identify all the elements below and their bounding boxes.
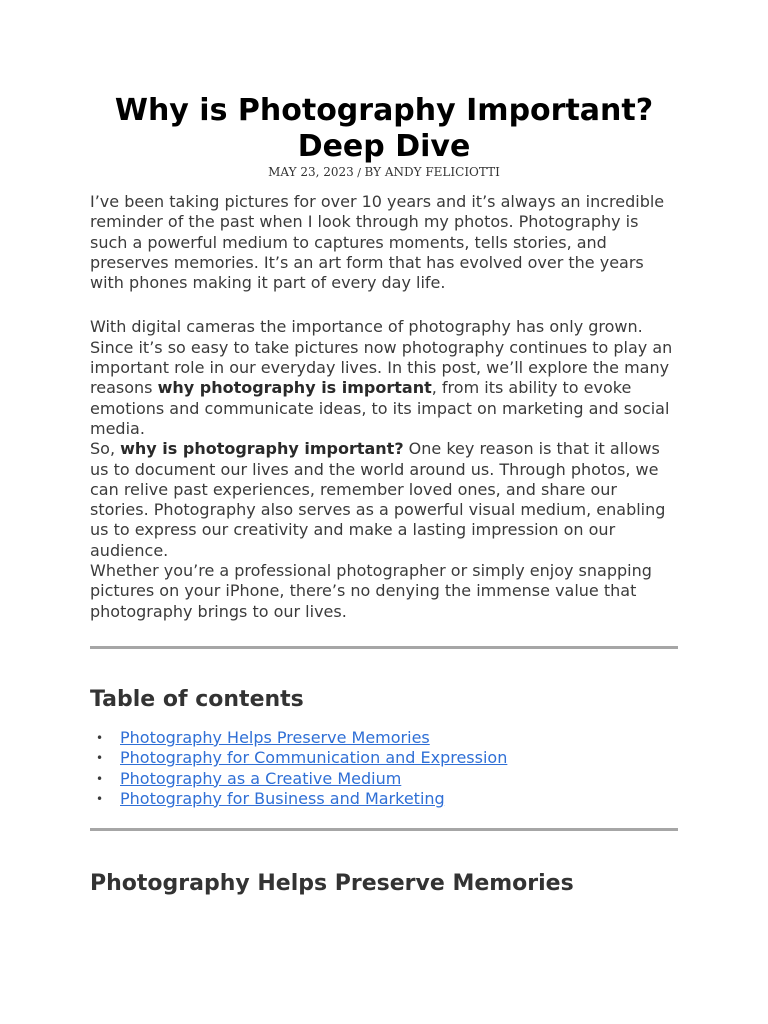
toc-link-preserve-memories[interactable]: Photography Helps Preserve Memories	[120, 727, 430, 747]
toc-link-creative-medium[interactable]: Photography as a Creative Medium	[120, 768, 402, 788]
body-paragraph-4: Whether you’re a professional photographer or simply enjoy snapping pictures on your iPhone, there’s no denying the immense value that photography brings to our lives.	[90, 561, 652, 621]
intro-paragraph: I’ve been taking pictures for over 10 years and it’s always an incredible reminder of the past when I look through my photos. Photography is such a powerful medium to captures moments, tells stories, and preserves memories. It’s an art form that has evolved over the years with phones making it part of every day life.	[90, 192, 665, 293]
bullet-icon: •	[96, 730, 104, 745]
bullet-icon: •	[96, 791, 104, 806]
divider-top	[90, 646, 678, 649]
paragraph-2-text-end: , from its ability to evoke emotions and communicate ideas, to its impact on marketing and social media.	[90, 378, 670, 438]
toc-heading: Table of contents	[90, 686, 304, 712]
article-meta	[90, 165, 678, 180]
paragraph-3-emphasis: why is photography important?	[120, 439, 404, 459]
paragraph-2-text-start: With digital cameras the importance of photography has only grown. Since it’s so easy to take pictures now photography continues to play an important role in our everyday lives. In this post, we’ll explore the many reasons	[90, 317, 673, 398]
divider-bottom	[90, 828, 678, 831]
publish-date: MAY 23, 2023	[268, 165, 354, 179]
toc-item	[90, 748, 678, 768]
article-title: Why is Photography Important? Deep Dive	[114, 93, 654, 164]
paragraph-3-text-end: One key reason is that it allows us to document our lives and the world around us. Through photos, we can relive past experiences, remember loved ones, and share our stories. Photography also serves as a powerful visual medium, enabling us to express our creativity and make a lasting impression on our audience.	[90, 439, 666, 560]
toc-item	[90, 789, 678, 809]
paragraph-2-emphasis: why photography is important	[157, 378, 432, 398]
section-heading-preserve-memories: Photography Helps Preserve Memories	[90, 871, 574, 897]
paragraph-3-text-start: So,	[90, 439, 121, 459]
toc-link-communication-expression[interactable]: Photography for Communication and Expression	[120, 748, 508, 768]
body-paragraph-2	[90, 317, 678, 439]
toc-list	[90, 728, 678, 809]
body-paragraph-3	[90, 439, 678, 561]
toc-item	[90, 728, 678, 748]
bullet-icon: •	[96, 771, 104, 786]
meta-separator: /	[353, 166, 365, 179]
toc-link-business-marketing[interactable]: Photography for Business and Marketing	[120, 788, 445, 808]
toc-item	[90, 769, 678, 789]
bullet-icon: •	[96, 751, 104, 766]
article	[90, 0, 678, 898]
author-byline: BY ANDY FELICIOTTI	[364, 165, 500, 179]
